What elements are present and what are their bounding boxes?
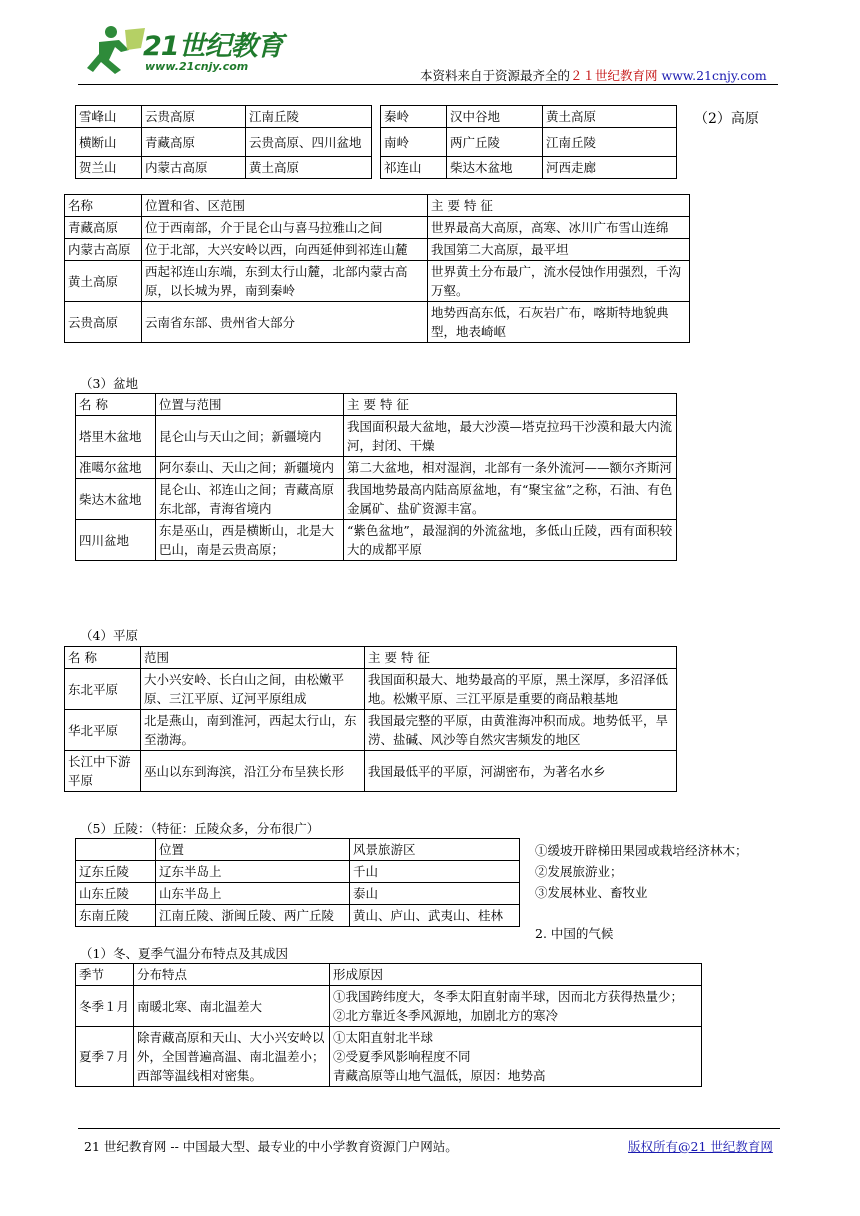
mountains-table-right	[380, 105, 677, 179]
reason-line: ①我国跨纬度大，冬季太阳直射南半球，因而北方获得热量少；	[333, 989, 684, 1004]
table-row	[76, 457, 677, 479]
table-cell: 华北平原	[65, 710, 141, 751]
table-cell: 夏季７月	[76, 1027, 134, 1087]
table-cell: 柴达木盆地	[447, 157, 543, 179]
table-row	[65, 261, 690, 302]
header-divider	[78, 84, 778, 85]
table-cell: 东北平原	[65, 669, 141, 710]
table-row	[76, 905, 520, 927]
table-cell: 四川盆地	[76, 520, 156, 561]
table-cell: 横断山	[76, 128, 142, 157]
table-cell: 辽东半岛上	[156, 861, 350, 883]
column-header: 名称	[65, 195, 142, 217]
column-header: 位置和省、区范围	[142, 195, 428, 217]
basin-heading: （3）盆地	[80, 376, 138, 391]
table-cell: 云贵高原、四川盆地	[246, 128, 372, 157]
table-cell: 大小兴安岭、长白山之间，由松嫩平原、三江平原、辽河平原组成	[141, 669, 365, 710]
source-site: ２１世纪教育网	[570, 68, 658, 83]
table-row	[65, 710, 677, 751]
table-cell: 江南丘陵	[246, 106, 372, 128]
hill-notes	[535, 840, 748, 903]
temperature-heading: （1）冬、夏季气温分布特点及其成因	[80, 946, 288, 961]
table-header-row	[65, 647, 677, 669]
table-cell: 位于北部，大兴安岭以西，向西延伸到祁连山麓	[142, 239, 428, 261]
table-header-row	[76, 839, 520, 861]
table-cell: 塔里木盆地	[76, 416, 156, 457]
table-row	[65, 239, 690, 261]
reason-line: 青藏高原等山地气温低，原因：地势高	[333, 1068, 546, 1083]
table-row	[381, 157, 677, 179]
table-row	[76, 128, 372, 157]
table-cell: 泰山	[350, 883, 520, 905]
table-cell: 云贵高原	[65, 302, 142, 343]
table-cell: 青藏高原	[142, 128, 246, 157]
table-cell: 东南丘陵	[76, 905, 156, 927]
table-cell: 祁连山	[381, 157, 447, 179]
logo-url-text: www.21cnjy.com	[145, 60, 249, 73]
table-row	[76, 1027, 702, 1087]
table-cell: 内蒙古高原	[65, 239, 142, 261]
table-row	[381, 128, 677, 157]
table-cell: 雪峰山	[76, 106, 142, 128]
table-cell: 昆仑山、祁连山之间；青藏高原东北部，青海省境内	[156, 479, 344, 520]
plateau-table	[64, 194, 690, 343]
plain-heading: （4）平原	[80, 628, 138, 643]
column-header: 季节	[76, 964, 134, 986]
table-cell: 巫山以东到海滨，沿江分布呈狭长形	[141, 751, 365, 792]
mountains-table-left	[75, 105, 372, 179]
plain-table	[64, 646, 677, 792]
table-cell: 我国第二大高原，最平坦	[428, 239, 690, 261]
table-cell: 西起祁连山东端，东到太行山麓，北部内蒙古高原，以长城为界，南到秦岭	[142, 261, 428, 302]
table-cell: 位于西南部，介于昆仑山与喜马拉雅山之间	[142, 217, 428, 239]
table-header-row	[65, 195, 690, 217]
table-cell: 青藏高原	[65, 217, 142, 239]
logo-main-text: 21世纪教育	[143, 31, 283, 62]
table-cell: 江南丘陵	[543, 128, 677, 157]
table-cell: 阿尔泰山、天山之间；新疆境内	[156, 457, 344, 479]
site-logo	[85, 20, 285, 82]
copyright-link[interactable]: 版权所有@21 世纪教育网	[628, 1139, 773, 1154]
table-cell: 冬季１月	[76, 986, 134, 1027]
table-cell: 河西走廊	[543, 157, 677, 179]
column-header: 分布特点	[134, 964, 330, 986]
table-cell: 我国地势最高内陆高原盆地，有“聚宝盆”之称，石油、有色金属矿、盐矿资源丰富。	[344, 479, 677, 520]
table-cell: 南岭	[381, 128, 447, 157]
table-row	[76, 520, 677, 561]
column-header: 主 要 特 征	[344, 394, 677, 416]
table-cell	[330, 986, 702, 1027]
reason-line: ②受夏季风影响程度不同	[333, 1049, 471, 1064]
table-row	[76, 157, 372, 179]
table-cell	[330, 1027, 702, 1087]
table-cell: 南暖北寒、南北温差大	[134, 986, 330, 1027]
table-cell: 黄土高原	[246, 157, 372, 179]
basin-table	[75, 393, 677, 561]
table-cell: 秦岭	[381, 106, 447, 128]
table-cell: 准噶尔盆地	[76, 457, 156, 479]
table-row	[76, 861, 520, 883]
table-header-row	[76, 394, 677, 416]
table-cell: 长江中下游平原	[65, 751, 141, 792]
table-row	[65, 302, 690, 343]
plateau-heading: （2）高原	[694, 111, 759, 127]
column-header: 风景旅游区	[350, 839, 520, 861]
table-header-row	[76, 964, 702, 986]
table-row	[76, 986, 702, 1027]
hill-note: ①缓坡开辟梯田果园或栽培经济林木；	[535, 843, 748, 858]
column-header: 位置与范围	[156, 394, 344, 416]
table-row	[76, 479, 677, 520]
table-cell: 云南省东部、贵州省大部分	[142, 302, 428, 343]
table-cell: 地势西高东低，石灰岩广布，喀斯特地貌典型，地表崎岖	[428, 302, 690, 343]
table-row	[65, 669, 677, 710]
column-header: 形成原因	[330, 964, 702, 986]
table-row	[76, 106, 372, 128]
table-cell: 山东丘陵	[76, 883, 156, 905]
table-cell: 我国面积最大、地势最高的平原，黑土深厚，多沼泽低地。松嫩平原、三江平原是重要的商品粮基地	[365, 669, 677, 710]
column-header	[76, 839, 156, 861]
table-cell: 黄土高原	[65, 261, 142, 302]
table-cell: 我国最低平的平原，河湖密布，为著名水乡	[365, 751, 677, 792]
footer-divider	[78, 1128, 780, 1129]
table-cell: 江南丘陵、浙闽丘陵、两广丘陵	[156, 905, 350, 927]
table-cell: 昆仑山与天山之间；新疆境内	[156, 416, 344, 457]
table-cell: 辽东丘陵	[76, 861, 156, 883]
table-cell: 两广丘陵	[447, 128, 543, 157]
hill-note: ②发展旅游业；	[535, 864, 623, 879]
source-prefix: 本资料来自于资源最齐全的	[420, 68, 571, 83]
reason-line: ①太阳直射北半球	[333, 1030, 434, 1045]
column-header: 范围	[141, 647, 365, 669]
table-row	[381, 106, 677, 128]
column-header: 主 要 特 征	[428, 195, 690, 217]
table-row	[65, 217, 690, 239]
reason-line: ②北方靠近冬季风源地，加剧北方的寒冷	[333, 1008, 559, 1023]
table-cell: 黄土高原	[543, 106, 677, 128]
table-cell: 黄山、庐山、武夷山、桂林	[350, 905, 520, 927]
table-cell: 第二大盆地，相对湿润，北部有一条外流河——额尔齐斯河	[344, 457, 677, 479]
table-cell: 东是巫山，西是横断山，北是大巴山，南是云贵高原；	[156, 520, 344, 561]
table-cell: 千山	[350, 861, 520, 883]
table-cell: 世界最高大高原，高寒、冰川广布雪山连绵	[428, 217, 690, 239]
table-row	[76, 883, 520, 905]
table-cell: 北是燕山，南到淮河，西起太行山，东至渤海。	[141, 710, 365, 751]
table-cell: 山东半岛上	[156, 883, 350, 905]
table-row	[76, 416, 677, 457]
table-cell: 我国面积最大盆地，最大沙漠—塔克拉玛干沙漠和最大内流河，封闭、干燥	[344, 416, 677, 457]
column-header: 名 称	[65, 647, 141, 669]
hill-note: ③发展林业、畜牧业	[535, 885, 648, 900]
table-cell: 贺兰山	[76, 157, 142, 179]
hill-table	[75, 838, 520, 927]
hill-heading: （5）丘陵：（特征：丘陵众多，分布很广）	[80, 821, 320, 836]
table-cell: 世界黄土分布最广，流水侵蚀作用强烈，千沟万壑。	[428, 261, 690, 302]
footer-text: 21 世纪教育网 -- 中国最大型、最专业的中小学教育资源门户网站。	[84, 1139, 458, 1154]
column-header: 名 称	[76, 394, 156, 416]
source-url-link[interactable]: www.21cnjy.com	[661, 68, 767, 83]
climate-heading: 2. 中国的气候	[535, 926, 614, 941]
table-row	[65, 751, 677, 792]
source-line	[420, 66, 767, 84]
table-cell: 除青藏高原和天山、大小兴安岭以外，全国普遍高温、南北温差小；西部等温线相对密集。	[134, 1027, 330, 1087]
table-cell: 汉中谷地	[447, 106, 543, 128]
column-header: 位置	[156, 839, 350, 861]
table-cell: 云贵高原	[142, 106, 246, 128]
table-cell: 柴达木盆地	[76, 479, 156, 520]
table-cell: 我国最完整的平原，由黄淮海冲积而成。地势低平，旱涝、盐碱、风沙等自然灾害频发的地区	[365, 710, 677, 751]
table-cell: 内蒙古高原	[142, 157, 246, 179]
temperature-table	[75, 963, 702, 1087]
table-cell: “紫色盆地”，最湿润的外流盆地，多低山丘陵，西有面积较大的成都平原	[344, 520, 677, 561]
column-header: 主 要 特 征	[365, 647, 677, 669]
